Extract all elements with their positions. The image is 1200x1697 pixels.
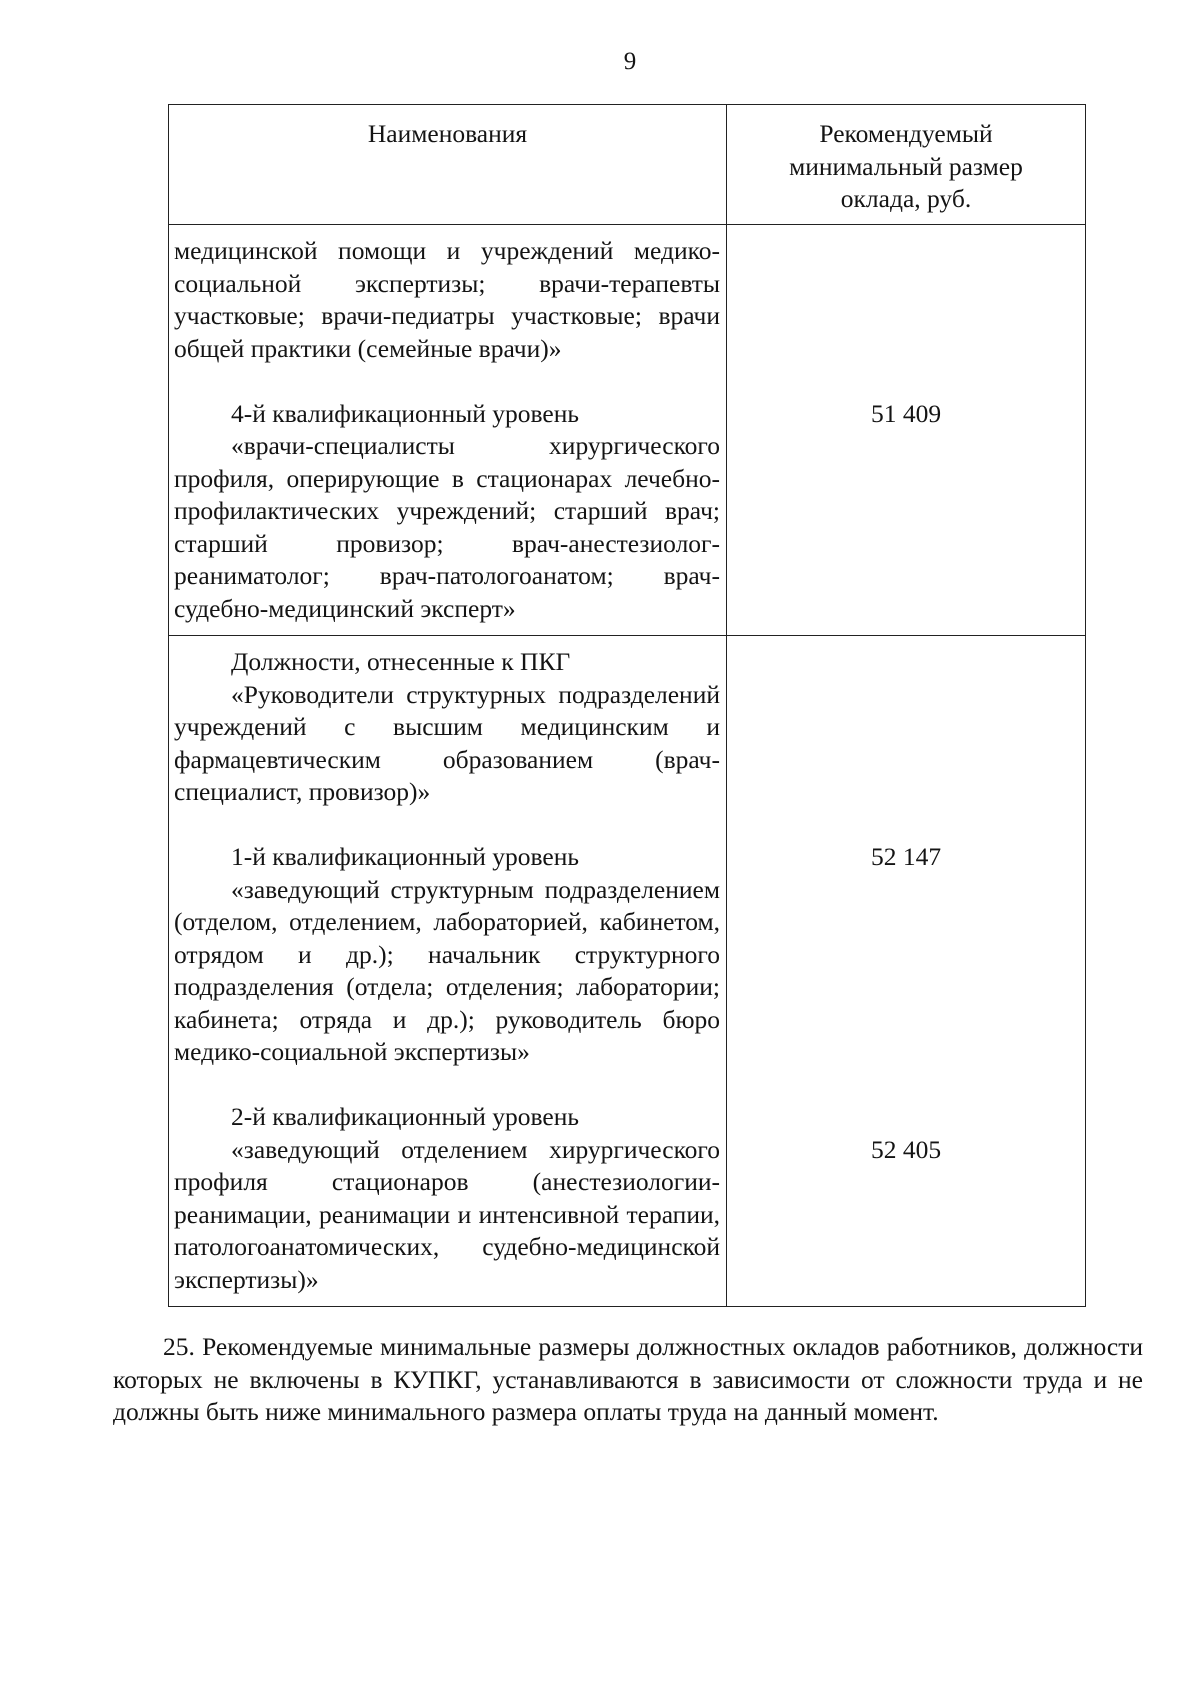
qualification-level: 4-й квалификационный уровень [231,398,579,428]
salary-value: 51 409 [870,398,942,428]
header-name-column: Наименования [169,105,727,225]
page-number: 9 [623,48,637,75]
table-row [169,636,1086,1307]
salary-value: 52 147 [870,842,942,871]
footer-paragraph: 25. Рекомендуемые минимальные размеры должностных окладов работников, должности которых не включены в КУПКГ, устанавливаются в зависимости от сложности труда и не должны быть ниже минимального размера оплаты труда на данный момент. [113,1332,1143,1426]
pkg-title: Должности, отнесенные к ПКГ [231,647,571,676]
position-text: «врачи-специалисты хирургического профиля, оперирующие в стационарах лечебно-профилактических учреждений; старший врач; старший провизор; врач-анестезиолог-реаниматолог; врач-патологоанатом; врач-судебно-медицинский эксперт» [174,431,720,623]
header-value-column [727,105,1086,225]
salary-value-cell [727,636,1086,1307]
qualification-level: 1-й квалификационный уровень [231,842,579,871]
salary-table [168,104,1086,1307]
salary-value: 52 405 [870,1134,942,1164]
position-name-cell [169,636,727,1307]
salary-value-cell [727,225,1086,636]
header-value-line: оклада, руб. [840,184,972,213]
position-name-cell [169,225,727,636]
header-value-line: минимальный размер [789,151,1023,181]
qualification-level: 2-й квалификационный уровень [231,1102,579,1131]
pkg-description: «Руководители структурных подразделений учреждений с высшим медицинским и фармацевтическим образованием (врач-специалист, провизор)» [174,679,720,806]
position-text: «заведующий структурным подразделением (отделом, отделением, лабораторией, кабинетом, отрядом и др.); начальник структурного подразделения (отдела; отделения; лаборатории; кабинета; отряда и др.); руководитель бюро медико-социальной экспертизы» [174,874,720,1066]
table-header-row [169,105,1086,225]
position-text: «заведующий отделением хирургического профиля стационаров (анестезиологии-реанимации, реанимации и интенсивной терапии, патологоанатомических, судебно-медицинской экспертизы)» [174,1134,720,1294]
position-text: медицинской помощи и учреждений медико-социальной экспертизы; врачи-терапевты участковые; врачи-педиатры участковые; врачи общей практики (семейные врачи)» [174,236,720,363]
table-row [169,225,1086,636]
header-value-line: Рекомендуемый [819,119,993,148]
